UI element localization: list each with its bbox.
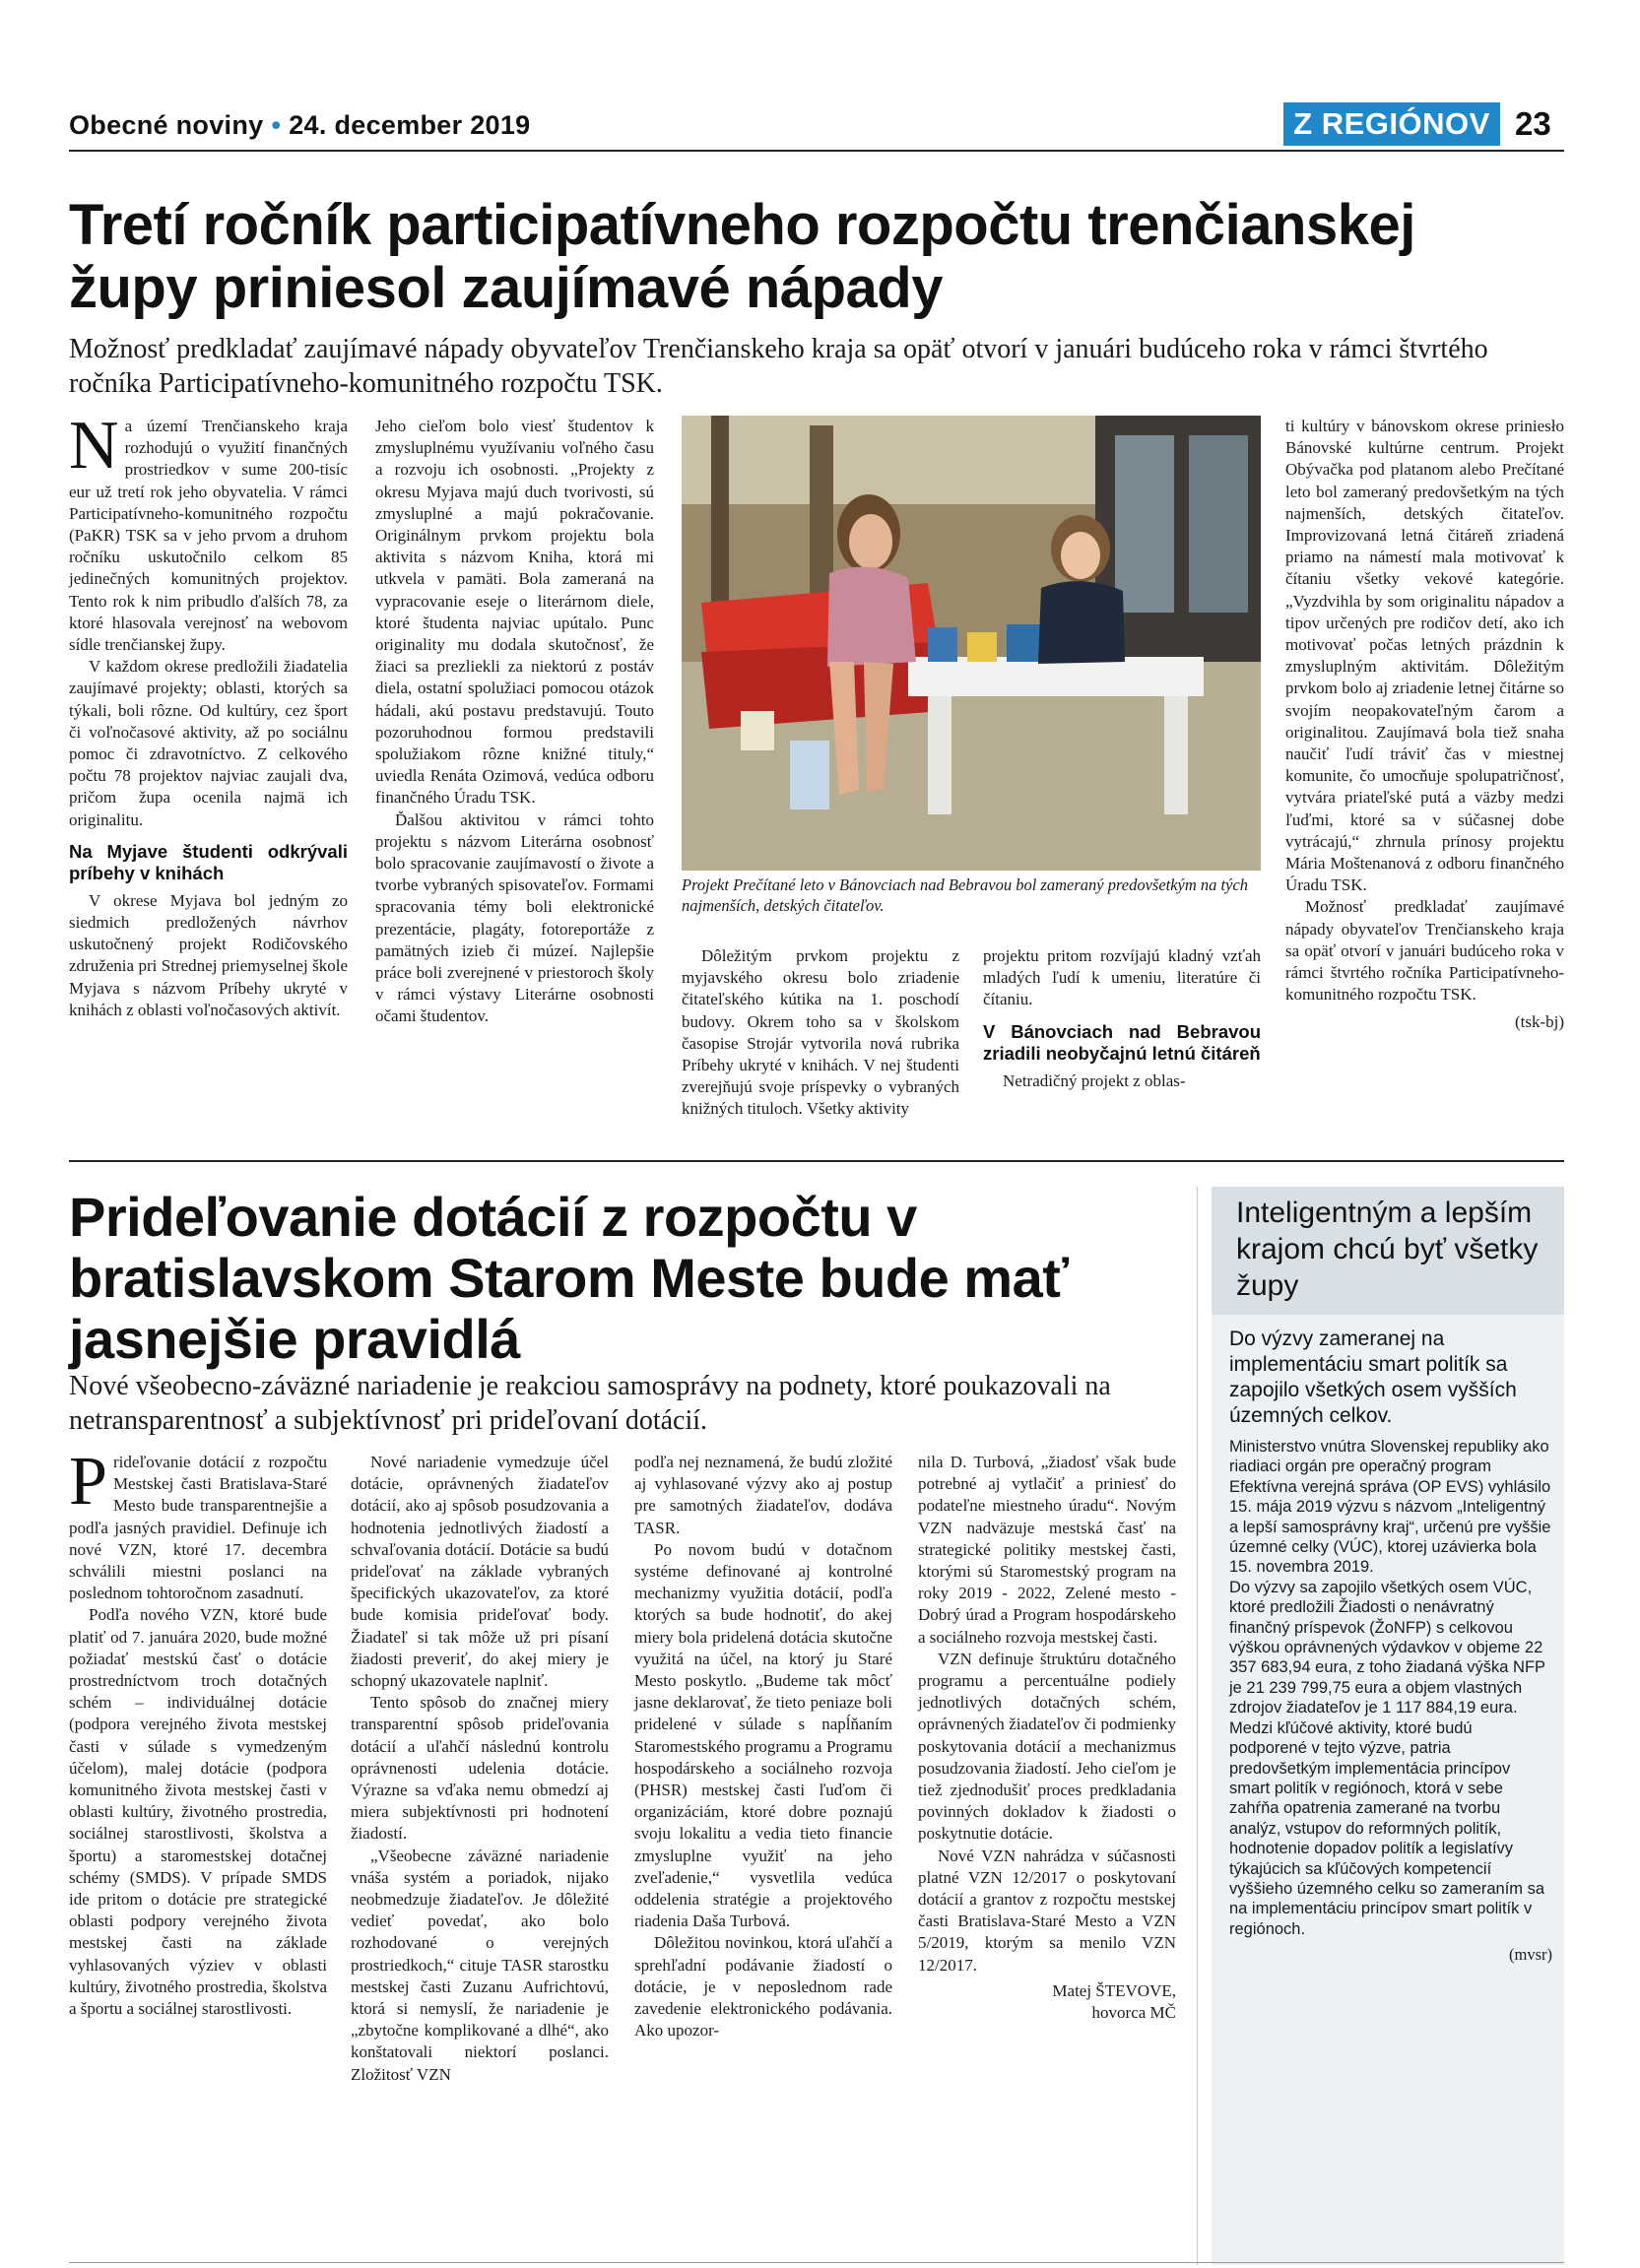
sidebar-paragraph: Medzi kľúčové aktivity, ktoré budú podporené v tejto výzve, patria predovšetkým implementácia princípov smart politík v regiónoch, ktorá v sebe zahŕňa opatrenia zamerané na tvorbu analýz, vstupov do reformných politík, hodnotenie dopadov politík a legislatívy týkajúcich sa kľúčových kompetencií vyššieho územného celku so zameraním sa na implementáciu princípov smart politík v regiónoch. <box>1229 1718 1545 1938</box>
article1-column-3 <box>682 945 959 1121</box>
sidebar-signature: (mvsr) <box>1509 1945 1552 1965</box>
article2-paragraph: Prideľovanie dotácií z rozpočtu Mestskej časti Bratislava-Staré Mesto bude transparentnejšie a podľa jasných pravidiel. Definuje ich nové VZN, ktoré 17. decembra schválili miestni poslanci na poslednom tohtoročnom zasadnutí. <box>69 1444 327 1603</box>
sidebar-title: Inteligentným a lepším krajom chcú byť všetky župy <box>1236 1197 1539 1302</box>
article2-paragraph: podľa nej neznamená, že budú zložité aj vyhlasované výzvy ako aj postup pre samotných žiadateľov, dodáva TASR. <box>634 1453 892 1537</box>
article2-column-1 <box>69 1444 327 2020</box>
article2-paragraph: Po novom budú v dotačnom systéme definované aj kontrolné mechanizmy využitia dotácií, podľa ktorých sa bude hodnotiť, do akej miery bola pridelená dotácia skutočne využitá na účel, na ktorý ju Staré Mesto poskytlo. „Budeme tak môcť jasne deklarovať, že tieto peniaze boli pridelené v súlade s napĺňaním Staromestského programu a Programu hospodárskeho a sociálneho rozvoja (PHSR) mestskej časti ľuďom či organizáciám, ktoré dobre poznajú svoju lokalitu a vedia tieto financie zmysluplne využiť na jeho zveľadenie,“ vysvetlila vedúca oddelenia stratégie a projektového riadenia Daša Turbová. <box>634 1539 892 1931</box>
article1-column-1 <box>69 408 348 1021</box>
article2-paragraph: Nové nariadenie vymedzuje účel dotácie, oprávnených žiadateľov dotácií, ako aj spôsob posudzovania a hodnotenia jednotlivých žiadostí a schvaľovania dotácií. Dotácie sa budú prideľovať na základe vybraných špecifických ukazovateľov, za ktoré bude komisia prideľovať body. Žiadateľ si tak môže už pri písaní žiadosti preveriť, do akej miery je schopný ukazovatele naplniť. <box>351 1453 609 1691</box>
article1-paragraph: Na území Trenčianskeho kraja rozhodujú o využití finančných prostriedkov v sume 200-tisíc eur už tretí rok jeho obyvatelia. V rámci Participatívneho-komunitného rozpočtu (PaKR) TSK sa v jeho prvom a druhom ročníku uskutočnilo celkom 85 jedinečných komunitných projektov. Tento rok k nim pribudlo ďalších 78, za ktoré hlasovala verejnosť na webovom sídle trenčianskej župy. <box>69 408 348 655</box>
article2-paragraph: VZN definuje štruktúru dotačného programu a percentuálne podiely jednotlivých dotačných schém, oprávnených žiadateľov či podmienky poskytovania dotácií a mechanizmus posudzovania žiadostí. Jeho cieľom je tiež zjednodušiť proces predkladania povinných dokladov k žiadosti o poskytnutie dotácie. <box>918 1649 1176 1844</box>
article1-paragraph: V každom okrese predložili žiadatelia zaujímavé projekty; oblasti, ktorých sa týkali, boli rôzne. Od kultúry, cez šport či voľnočasové aktivity, až po sociálnu pomoc či zdravotníctvo. Z celkového počtu 78 projektov najviac zaujali dva, pričom župa ocenila najmä ich originalitu. <box>69 657 348 829</box>
header-rule <box>69 150 1564 152</box>
article1-column-5 <box>1285 416 1564 1034</box>
article2-column-2 <box>351 1452 609 2086</box>
photo-caption: Projekt Prečítané leto v Bánovciach nad Bebravou bol zameraný predovšetkým na tých najmenších, detských čitateľov. <box>682 875 1249 915</box>
article1-title: Tretí ročník participatívneho rozpočtu trenčianskej župy priniesol zaujímavé nápady <box>69 193 1415 320</box>
sidebar-paragraph: Do výzvy sa zapojilo všetkých osem VÚC, ktoré predložili Žiadosti o nenávratný finančný príspevok (ŽoNFP) s celkovou výškou oprávnených výdavkov v objeme 22 357 683,94 eura, z toho žiadaná výška NFP je 21 239 799,75 eura a objem vlastných zdrojov žiadateľov je 1 117 884,19 eura. <box>1229 1578 1545 1717</box>
article1-column-4 <box>983 945 1261 1092</box>
article1-lead: Možnosť predkladať zaujímavé nápady obyvateľov Trenčianskeho kraja sa opäť otvorí v januári budúceho roka v rámci štvrtého ročníka Participatívneho-komunitného rozpočtu TSK. <box>69 334 1488 399</box>
sidebar-divider <box>1197 1187 1198 2265</box>
sidebar-paragraph: Ministerstvo vnútra Slovenskej republiky ako riadiaci orgán pre operačný program Efektívna verejná správa (OP EVS) vyhlásilo 15. mája 2019 výzvu s názvom „Inteligentný a lepší samosprávny kraj“, určenú pre vyššie územné celky (VÚC), ktorej uzávierka bola 15. novembra 2019. <box>1229 1438 1551 1577</box>
article1-paragraph: Netradičný projekt z oblas- <box>1003 1070 1186 1090</box>
article2-lead: Nové všeobecno-záväzné nariadenie je reakciou samosprávy na podnety, ktoré poukazovali na netransparentnosť a subjektívnosť pri prideľovaní dotácií. <box>69 1371 1111 1436</box>
article1-paragraph: projektu pritom rozvíjajú kladný vzťah mladých ľudí k umeniu, literatúre či čítaniu. <box>983 946 1261 1009</box>
article1-paragraph: ti kultúry v bánovskom okrese priniesło Bánovské kultúrne centrum. Projekt Obývačka pod platanom alebo Prečítané leto bol zameraný predovšetkým na tých najmenších, detských čitateľov. Improvizovaná letná čitáreň zriadená priamo na námestí mala motivovať k čítaniu všetky vekové kategórie. „Vyzdvihla by som originalitu nápadov a tipov určených pre rodičov detí, ako ich motivovať počas letných prázdnin k zmysluplným aktivitám. Dôležitým prvkom bolo aj zriadenie letnej čitárne so svojím neopakovateľným čarom a originalitou. Zaujímavá bola tiež snaha naučiť ľudí tráviť čas v miestnej komunite, čo umocňuje spolupatričnosť, vytvára priateľské putá a väzby medzi ľuďmi, ktoré sa v súčasnej dobe vytrácajú,“ zhrnula prínosy projektu Mária Moštenanová z odboru finančného Úradu TSK. <box>1285 417 1564 895</box>
reading-room-photo <box>682 416 1261 871</box>
article1-subheading: V Bánovciach nad Bebravou zriadili neobyčajnú letnú čitáreň <box>983 1020 1261 1064</box>
footer-rule <box>69 2262 1564 2263</box>
article1-paragraph: V okrese Myjava bol jedným zo siedmich predložených návrhov uskutočnený projekt Rodičovského združenia pri Strednej priemyselnej škole Myjava s názvom Príbehy ukryté v knihách z oblasti voľnočasových aktivít. <box>69 890 348 1019</box>
section-label: Z REGIÓNOV <box>1283 102 1500 146</box>
sidebar-lead: Do výzvy zameranej na implementáciu smart politík sa zapojilo všetkých osem vyšších územných celkov. <box>1229 1328 1517 1427</box>
article1-paragraph: Ďalšou aktivitou v rámci tohto projektu s názvom Literárna osobnosť bolo spracovanie zaujímavostí o živote a tvorbe vybraných spisovateľov. Formami spracovania témy boli elektronické prezentácie, plagáty, fotoreportáže z pamätných izieb či múzeí. Najlepšie práce boli zverejnené v priestoroch školy v rámci výstavy Literárne osobnosti očami študentov. <box>375 810 654 1026</box>
sidebar-body <box>1229 1437 1552 1966</box>
article2-column-4 <box>918 1452 1176 2024</box>
publication-name: Obecné noviny <box>69 110 264 140</box>
article1-paragraph: Dôležitým prvkom projektu z myjavského okresu bolo zriadenie čitateľského kútika na 1. poschodí budovy. Okrem toho sa v školskom časopise Strojár vytvorila nová rubrika Príbehy ukryté v knihách. V nej študenti zverejňujú svoje príspevky o vybraných knižných tituloch. Všetky aktivity <box>682 946 959 1119</box>
article1-paragraph: Možnosť predkladať zaujímavé nápady obyvateľov Trenčianskeho kraja sa opäť otvorí v januári budúceho roka v rámci štvrtého ročníka Participatívneho-komunitného rozpočtu TSK. <box>1285 897 1564 1004</box>
article1-subheading: Na Myjave študenti odkrývali príbehy v knihách <box>69 840 348 883</box>
article1-signature: (tsk-bj) <box>1514 1012 1564 1032</box>
article2-paragraph: Tento spôsob do značnej miery transparentní spôsob prideľovania dotácií a uľahčí následnú kontrolu oprávnenosti udelenia dotácie. Výrazne sa vďaka nemu obmedzí aj miera subjektívnosti pri hodnotení žiadostí. <box>351 1693 609 1844</box>
article2-paragraph: Dôležitou novinkou, ktorá uľahčí a sprehľadní podávanie žiadostí o dotácie, je v neposlednom rade zavedenie elektronického podávania. Ako upozor- <box>634 1933 892 2041</box>
article2-paragraph: „Všeobecne záväzné nariadenie vnáša systém a poriadok, nijako neobmedzuje žiadateľov. Je dôležité vedieť povedať, ako bolo rozhodované o verejných prostriedkoch,“ cituje TASR starostku mestskej časti Zuzanu Aufrichtovú, ktorá si nemyslí, že nariadenie je „zbytočne komplikované a dlhé“, ako konštatovali niektorí poslanci. Zložitosť VZN <box>351 1846 609 2084</box>
article2-paragraph: nila D. Turbová, „žiadosť však bude potrebné aj vytlačiť a priniesť do podateľne miestneho úradu“. Novým VZN nadväzuje mestská časť na strategické politiky mestskej časti, ktorými sú Staromestský program na roky 2019 - 2022, Zelené mesto - Dobrý úrad a Program hospodárskeho a sociálneho rozvoja mestskej časti. <box>918 1453 1176 1647</box>
separator-dot: • <box>271 110 282 140</box>
article1-column-2 <box>375 416 654 1028</box>
article2-paragraph: Nové VZN nahrádza v súčasnosti platné VZN 12/2017 o poskytovaní dotácií a grantov z rozpočtu mestskej časti Bratislava-Staré Mesto a VZN 5/2019, ktorým sa menilo VZN 12/2017. <box>918 1846 1176 1975</box>
article1-paragraph: Jeho cieľom bolo viesť študentov k zmysluplnému využívaniu voľného času a rozvoju ich osobnosti. „Projekty z okresu Myjava majú duch tvorivosti, sú zmysluplné a majú pokračovanie. Originálnym prvkom projektu bola aktivita s názvom Kniha, ktorá mi utkvela v pamäti. Bola zameraná na vypracovanie eseje o literárnom diele, ktoré študenta najviac upútalo. Punc originality mu dodala skutočnosť, že žiaci sa prezliekli za niektorú z postáv diela, ostatní spolužiaci pomocou otázok hádali, akú postavu predstavujú. Touto pozoruhodnou formou predstavili spolužiakom rôzne knižné tituly,“ uviedla Renáta Ozimová, vedúca odboru finančného Úradu TSK. <box>375 417 654 808</box>
drop-cap: P <box>69 1444 107 1520</box>
article2-signature-role: hovorca MČ <box>1091 2003 1176 2023</box>
drop-cap: N <box>69 408 119 484</box>
article2-title: Prideľovanie dotácií z rozpočtu v bratislavskom Starom Meste bude mať jasnejšie pravidlá <box>69 1186 1069 1370</box>
article-divider-rule <box>69 1160 1564 1162</box>
masthead <box>69 110 530 141</box>
article2-column-3 <box>634 1452 892 2041</box>
issue-date: 24. december 2019 <box>289 110 531 140</box>
article2-paragraph: Podľa nového VZN, ktoré bude platiť od 7. januára 2020, bude možné požiadať mestskú časť o dotácie prostredníctvom troch dotačných schém – individuálnej dotácie (podpora verejného života mestskej časti v súlade s vymedzeným účelom), malej dotácie (podpora komunitného života mestskej časti v oblasti kultúry, životného prostredia, sociálnej starostlivosti, školstva a športu) a staromestskej dotačnej schémy (SMDS). V prípade SMDS ide pritom o dotácie pre strategické oblasti podpory verejného života mestskej časti na základe vyhlasovaných výziev v oblasti kultúry, životného prostredia, školstva a športu a sociálnej starostlivosti. <box>69 1605 327 2019</box>
article2-signature-name: Matej ŠTEVOVE, <box>1052 1980 1176 2000</box>
page-number: 23 <box>1515 105 1551 142</box>
